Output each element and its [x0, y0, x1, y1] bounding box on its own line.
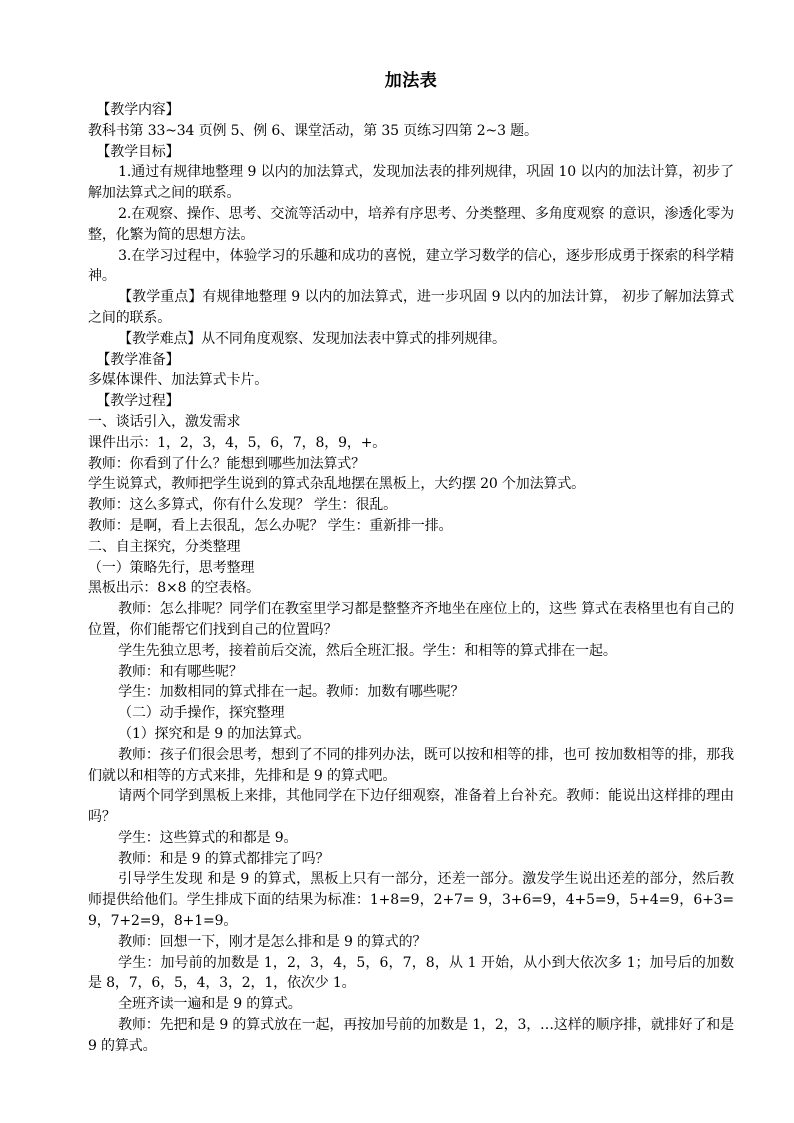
paragraph: 教师：这么多算式，你有什么发现？ 学生：很乱。	[88, 497, 397, 514]
paragraph: 【教学目标】	[96, 143, 180, 160]
paragraph: 学生说算式，教师把学生说到的算式杂乱地摆在黑板上，大约摆 20 个加法算式。	[88, 476, 586, 493]
paragraph: 教师：回想一下，刚才是怎么排和是 9 的算式的？	[118, 933, 427, 950]
paragraph: （一）策略先行，思考整理	[88, 559, 255, 576]
paragraph: 多媒体课件、加法算式卡片。	[88, 372, 269, 389]
document-body	[88, 100, 734, 1057]
paragraph: 请两个同学到黑板上来排，其他同学在下边仔细观察，准备着上台补充。教师：能说出这样排的理由吗？	[88, 788, 734, 826]
paragraph: 引导学生发现 和是 9 的算式，黑板上只有一部分，还差一部分。激发学生说出还差的部分，然后教师提供给他们。学生排成下面的结果为标准：1+8=9，2+7= 9，3+6=9，4+5=9，5+4=9，6+3=9，7+2=9，8+1=9。	[88, 871, 734, 930]
paragraph: 【教学难点】从不同角度观察、发现加法表中算式的排列规律。	[118, 330, 506, 347]
paragraph: 学生：加数相同的算式排在一起。教师：加数有哪些呢？	[118, 684, 465, 701]
paragraph: 全班齐读一遍和是 9 的算式。	[118, 996, 302, 1013]
paragraph: 教科书第 33~34 页例 5、例 6、课堂活动，第 35 页练习四第 2~3 题。	[88, 122, 538, 139]
paragraph: 教师：和是 9 的算式都排完了吗？	[118, 850, 330, 867]
paragraph: 【教学过程】	[96, 393, 180, 410]
paragraph: 二、自主探究，分类整理	[88, 538, 241, 555]
paragraph: 【教学重点】有规律地整理 9 以内的加法算式，进一步巩固 9 以内的加法计算， 初步了解加法算式之间的联系。	[88, 289, 734, 326]
paragraph: 3.在学习过程中，体验学习的乐趣和成功的喜悦，建立学习数学的信心，逐步形成勇于探索的科学精神。	[88, 247, 734, 285]
paragraph: 黑板出示：8×8 的空表格。	[88, 580, 260, 597]
paragraph: 学生先独立思考，接着前后交流，然后全班汇报。学生：和相等的算式排在一起。	[118, 642, 617, 659]
paragraph: （1）探究和是 9 的加法算式。	[118, 725, 311, 742]
paragraph: 教师：怎么排呢？同学们在教室里学习都是整整齐齐地坐在座位上的，这些 算式在表格里也有自己的位置，你们能帮它们找到自己的位置吗？	[88, 601, 734, 638]
paragraph: 教师：先把和是 9 的算式放在一起，再按加号前的加数是 1，2，3，…这样的顺序排，就排好了和是 9 的算式。	[88, 1017, 734, 1054]
paragraph: 一、谈话引入，激发需求	[88, 413, 241, 430]
paragraph: （二）动手操作，探究整理	[118, 705, 285, 722]
document-page	[88, 62, 734, 1057]
paragraph: 课件出示：1，2，3，4，5，6，7，8，9，+。	[88, 434, 387, 451]
paragraph: 【教学准备】	[96, 351, 180, 368]
paragraph: 学生：这些算式的和都是 9。	[118, 829, 298, 846]
paragraph: 教师：孩子们很会思考，想到了不同的排列办法，既可以按和相等的排，也可 按加数相等的排，那我们就以和相等的方式来排，先排和是 9 的算式吧。	[88, 746, 734, 784]
document-title: 加法表	[384, 71, 438, 91]
paragraph: 教师：你看到了什么？能想到哪些加法算式？	[88, 455, 365, 472]
paragraph: 2.在观察、操作、思考、交流等活动中，培养有序思考、分类整理、多角度观察 的意识，渗透化零为整，化繁为简的思想方法。	[88, 205, 734, 243]
paragraph: 学生：加号前的加数是 1，2，3，4，5，6，7，8，从 1 开始，从小到大依次多 1；加号后的加数是 8，7，6，5，4，3，2，1，依次少 1。	[88, 954, 734, 992]
paragraph: 1.通过有规律地整理 9 以内的加法算式，发现加法表的排列规律，巩固 10 以内的加法计算，初步了解加法算式之间的联系。	[88, 164, 734, 202]
paragraph: 教师：和有哪些呢？	[118, 663, 243, 680]
paragraph: 教师：是啊，看上去很乱，怎么办呢？ 学生：重新排一排。	[88, 517, 453, 534]
paragraph: 【教学内容】	[96, 102, 180, 118]
